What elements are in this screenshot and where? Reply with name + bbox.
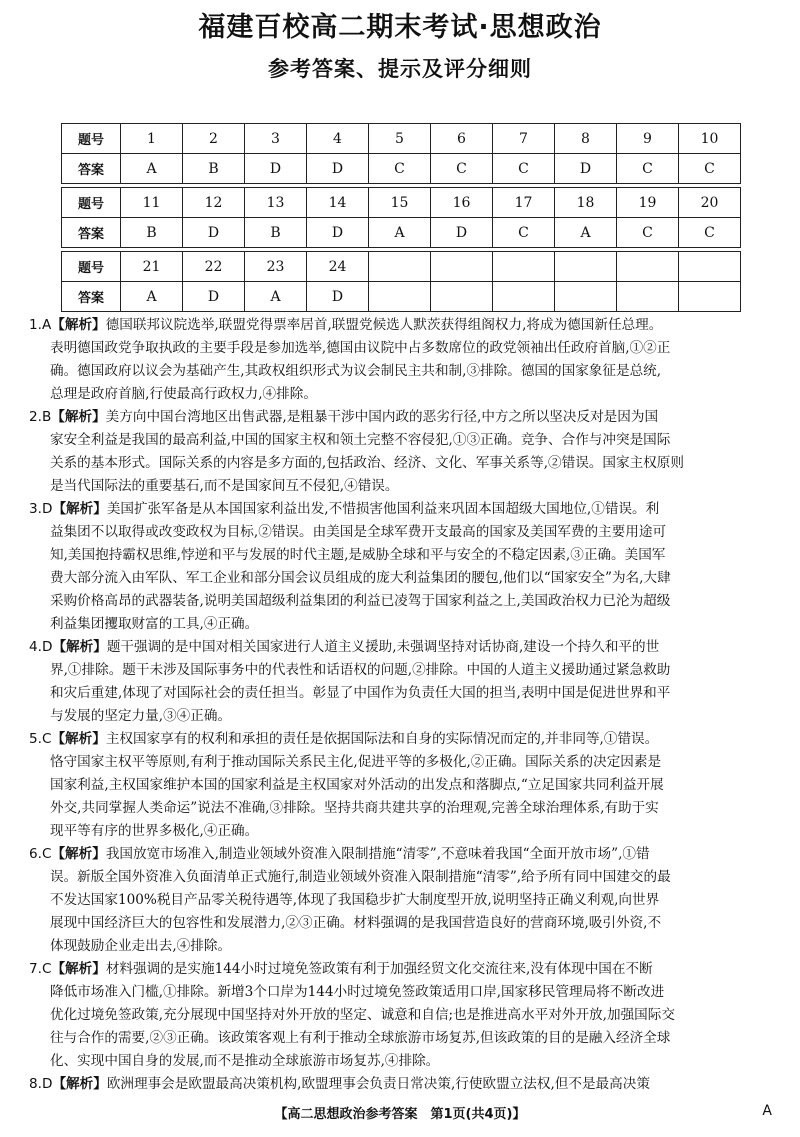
analysis-tag: 【解析】 [51,731,106,747]
answer-cell: D [307,154,369,184]
explanation-line [29,659,771,682]
explanation-item [29,958,771,1073]
explanation-text: 体现鼓励企业走出去,④排除。 [50,938,232,954]
answer-table [61,123,741,312]
answer-row-header: 答案 [62,154,121,184]
explanation-text: 展现中国经济巨大的包容性和发展潜力,②③正确。材料强调的是我国营造良好的营商环境,吸引外资,不 [50,915,662,931]
explanation-line [29,521,771,544]
explanation-item [29,406,771,498]
explanation-item [29,843,771,958]
question-number-cell: 24 [307,252,369,282]
explanation-item [29,636,771,728]
explanation-line [29,590,771,613]
explanation-text: 费大部分流入由军队、军工企业和部分国会议员组成的庞大利益集团的腰包,他们以“国家安全”为名,大肆 [50,570,671,586]
answer-cell: B [121,218,183,248]
question-answer-number: 6.C [29,846,52,862]
analysis-tag: 【解析】 [51,409,106,425]
question-number-row [62,252,741,282]
paper-version: A [762,1103,772,1119]
answer-row-header: 答案 [62,282,121,312]
explanation-text: 现平等有序的世界多极化,④正确。 [50,823,259,839]
answer-cell: A [245,282,307,312]
explanation-line [29,820,771,843]
question-number-cell: 17 [493,188,555,218]
explanation-line [29,314,771,337]
explanation-text: 恪守国家主权平等原则,有利于推动国际关系民主化,促进平等的多极化,②正确。国际关系的决定因素是 [50,754,662,770]
question-number-row [62,124,741,154]
question-number-cell: 7 [493,124,555,154]
answer-cell [679,282,741,312]
explanation-text: 家安全利益是我国的最高利益,中国的国家主权和领土完整不容侵犯,①③正确。竞争、合作与冲突是国际 [50,432,671,448]
explanation-line [29,705,771,728]
question-number-cell: 3 [245,124,307,154]
explanation-text: 美国扩张军备是从本国国家利益出发,不惜损害他国利益来巩固本国超级大国地位,①错误。利 [106,501,660,517]
explanation-text: 题干强调的是中国对相关国家进行人道主义援助,未强调坚持对话协商,建设一个持久和平的世 [106,639,660,655]
question-number-cell: 15 [369,188,431,218]
explanation-item [29,728,771,843]
question-number-cell: 18 [555,188,617,218]
question-number-cell: 23 [245,252,307,282]
answer-cell: D [245,154,307,184]
question-number-cell: 6 [431,124,493,154]
answer-row [62,282,741,312]
explanation-text: 我国放宽市场准入,制造业领域外资准入限制措施“清零”,不意味着我国“全面开放市场”,①错 [105,846,650,862]
analysis-tag: 【解析】 [51,961,106,977]
explanation-text: 欧洲理事会是欧盟最高决策机构,欧盟理事会负责日常决策,行使欧盟立法权,但不是最高决策 [106,1076,650,1092]
question-answer-number: 7.C [29,961,52,977]
question-number-cell [493,252,555,282]
answer-cell: D [183,282,245,312]
document-title: 福建百校高二期末考试·思想政治 [198,12,602,43]
question-number-cell: 9 [617,124,679,154]
explanation-text: 化、实现中国自身的发展,而不是推动全球旅游市场复苏,④排除。 [50,1053,440,1069]
question-number-cell: 21 [121,252,183,282]
explanation-line [29,406,771,429]
question-number-row-header: 题号 [62,124,121,154]
question-number-row-header: 题号 [62,188,121,218]
question-number-cell: 14 [307,188,369,218]
answer-cell [431,282,493,312]
question-number-cell [555,252,617,282]
explanation-text: 降低市场准入门槛,①排除。新增3个口岸为144小时过境免签政策适用口岸,国家移民管理局将不断改进 [50,984,665,1000]
analysis-tag: 【解析】 [52,639,107,655]
explanation-text: 优化过境免签政策,充分展现中国坚持对外开放的坚定、诚意和自信;也是推进高水平对外开放,加强国际交 [50,1007,675,1023]
answer-cell: D [307,218,369,248]
explanation-text: 知,美国抱持霸权思维,悖逆和平与发展的时代主题,是威胁全球和平与安全的不稳定因素,③正确。美国军 [50,547,666,563]
explanation-line [29,958,771,981]
answer-cell: A [555,218,617,248]
explanation-text: 主权国家享有的权利和承担的责任是依据国际法和自身的实际情况而定的,并非同等,①错误。 [105,731,659,747]
answer-cell: C [679,218,741,248]
explanation-text: 误。新版全国外资准入负面清单正式施行,制造业领域外资准入限制措施“清零”,给予所有同中国建交的最 [50,869,671,885]
explanation-text: 往与合作的需要,②③正确。该政策客观上有利于推动全球旅游市场复苏,但该政策的目的是融入经济全球 [50,1030,671,1046]
explanation-text: 是当代国际法的重要基石,而不是国家间互不侵犯,④错误。 [50,478,399,494]
answer-cell: D [555,154,617,184]
explanation-line [29,452,771,475]
analysis-tag: 【解析】 [52,1076,107,1092]
explanation-item [29,498,771,636]
explanation-line [29,1073,771,1096]
explanation-text: 采购价格高昂的武器装备,说明美国超级利益集团的利益已凌驾于国家利益之上,美国政治权力已沦为超级 [50,593,671,609]
explanation-line [29,498,771,521]
explanation-text: 材料强调的是实施144小时过境免签政策有利于加强经贸文化交流往来,没有体现中国在不断 [105,961,653,977]
answer-cell: C [431,154,493,184]
explanation-line [29,1050,771,1073]
explanation-item [29,1073,771,1096]
question-answer-number: 5.C [29,731,52,747]
explanation-text: 表明德国政党争取执政的主要手段是参加选举,德国由议院中占多数席位的政党领袖出任政府首脑,①②正 [50,340,671,356]
explanation-line [29,337,771,360]
answer-cell: C [369,154,431,184]
answer-cell [617,282,679,312]
explanation-text: 外交,共同掌握人类命运”说法不准确,③排除。坚持共商共建共享的治理观,完善全球治理体系,有助于实 [50,800,659,816]
explanation-text: 关系的基本形式。国际关系的内容是多方面的,包括政治、经济、文化、军事关系等,②错误。国家主权原则 [50,455,684,471]
explanation-line [29,843,771,866]
explanation-line [29,636,771,659]
question-number-cell [431,252,493,282]
answer-cell [493,282,555,312]
explanation-line [29,475,771,498]
analysis-tag: 【解析】 [52,501,107,517]
answer-cell: C [493,218,555,248]
explanation-text: 德国联邦议院选举,联盟党得票率居首,联盟党候选人默茨获得组阁权力,将成为德国新任总理。 [105,317,663,333]
explanation-line [29,797,771,820]
explanation-line [29,935,771,958]
question-number-cell: 2 [183,124,245,154]
answer-cell: B [183,154,245,184]
footer-page-info: 【高二思想政治参考答案 第1页(共4页)】 [274,1107,526,1122]
answer-row [62,154,741,184]
explanation-line [29,429,771,452]
question-answer-number: 3.D [29,501,53,517]
explanation-line [29,912,771,935]
question-number-cell: 12 [183,188,245,218]
question-number-cell: 8 [555,124,617,154]
question-answer-number: 8.D [29,1076,53,1092]
answer-cell: D [183,218,245,248]
explanation-line [29,1027,771,1050]
question-number-cell [369,252,431,282]
explanation-line [29,889,771,912]
document-subtitle: 参考答案、提示及评分细则 [268,57,532,81]
explanation-line [29,751,771,774]
explanation-text: 美方向中国台湾地区出售武器,是粗暴干涉中国内政的恶劣行径,中方之所以坚决反对是因为国 [105,409,659,425]
answer-cell: D [307,282,369,312]
analysis-tag: 【解析】 [51,846,106,862]
question-number-cell: 5 [369,124,431,154]
question-number-cell: 20 [679,188,741,218]
question-number-cell: 19 [617,188,679,218]
question-number-cell: 10 [679,124,741,154]
explanation-text: 确。德国政府以议会为基础产生,其政权组织形式为议会制民主共和制,③排除。德国的国家象征是总统, [50,363,662,379]
question-number-cell: 1 [121,124,183,154]
answer-cell: C [493,154,555,184]
explanation-line [29,613,771,636]
answer-row [62,218,741,248]
explanation-text: 益集团不以取得或改变政权为目标,②错误。由美国是全球军费开支最高的国家及美国军费的主要用途可 [50,524,667,540]
question-number-cell: 16 [431,188,493,218]
answer-cell: C [679,154,741,184]
question-number-row-header: 题号 [62,252,121,282]
explanation-text: 界,①排除。题干未涉及国际事务中的代表性和话语权的问题,②排除。中国的人道主义援助通过紧急救助 [50,662,671,678]
question-number-cell [617,252,679,282]
question-number-row [62,188,741,218]
answer-cell [555,282,617,312]
answer-cell: A [121,154,183,184]
question-number-cell [679,252,741,282]
question-answer-number: 1.A [29,317,52,333]
explanation-text: 和灾后重建,体现了对国际社会的责任担当。彰显了中国作为负责任大国的担当,表明中国是促进世界和平 [50,685,671,701]
question-number-cell: 4 [307,124,369,154]
explanation-line [29,1004,771,1027]
question-number-cell: 13 [245,188,307,218]
explanation-text: 不发达国家100%税目产品零关税待遇等,体现了我国稳步扩大制度型开放,说明坚持正确义利观,向世界 [50,892,660,908]
explanation-text: 与发展的坚定力量,③④正确。 [50,708,232,724]
answer-row-header: 答案 [62,218,121,248]
answer-cell: D [431,218,493,248]
answer-cell [369,282,431,312]
explanation-line [29,682,771,705]
explanation-text: 总理是政府首脑,行使最高行政权力,④排除。 [50,386,317,402]
answer-cell: A [369,218,431,248]
explanation-item [29,314,771,406]
explanation-text: 利益集团攫取财富的工具,④正确。 [50,616,259,632]
explanation-line [29,866,771,889]
explanation-line [29,383,771,406]
explanation-list [29,314,771,1096]
explanation-line [29,981,771,1004]
answer-cell: C [617,218,679,248]
question-answer-number: 2.B [29,409,52,425]
answer-cell: A [121,282,183,312]
question-number-cell: 11 [121,188,183,218]
analysis-tag: 【解析】 [51,317,106,333]
explanation-text: 国家利益,主权国家维护本国的国家利益是主权国家对外活动的出发点和落脚点,“立足国家共同利益开展 [50,777,664,793]
page-footer [0,1103,800,1122]
explanation-line [29,728,771,751]
answer-cell: C [617,154,679,184]
question-answer-number: 4.D [29,639,53,655]
explanation-line [29,360,771,383]
answer-cell: B [245,218,307,248]
explanation-line [29,774,771,797]
explanation-line [29,567,771,590]
question-number-cell: 22 [183,252,245,282]
explanation-line [29,544,771,567]
